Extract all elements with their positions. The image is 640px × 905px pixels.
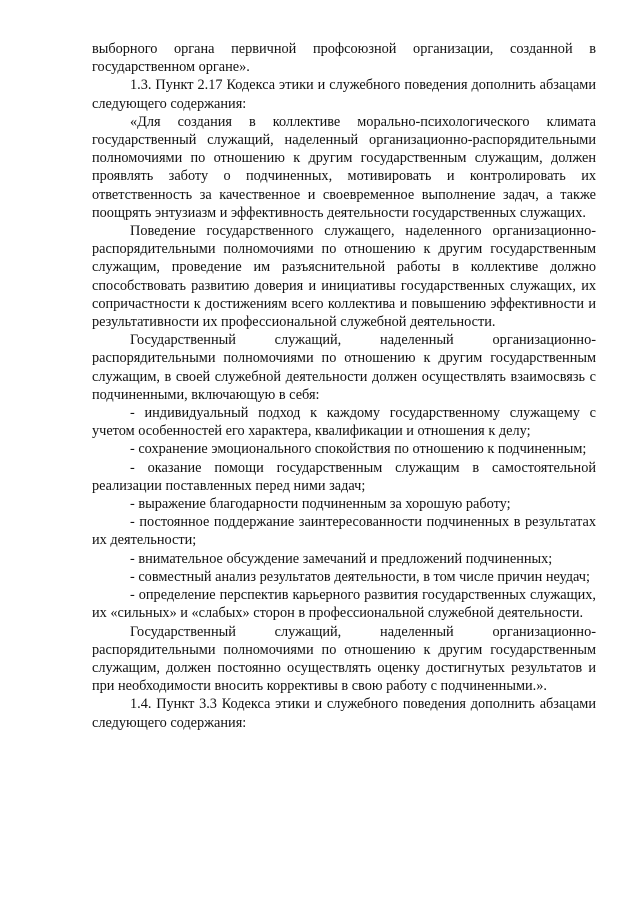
list-item-emotional-calm: - сохранение эмоционального спокойствия по отношению к подчиненным; — [130, 441, 587, 458]
document-page — [92, 40, 596, 732]
paragraph-evaluation: Государственный служащий, наделенный организационно-распорядительными полномочиями по отношению к другим государственным служащим, должен постоянно осуществлять оценку достигнутых результатов и при необходимости вносить коррективы в свою работу с подчиненными.». — [92, 623, 596, 695]
list-item-gratitude: - выражение благодарности подчиненным за хорошую работу; — [130, 496, 511, 513]
paragraph-relationship: Государственный служащий, наделенный организационно-распорядительными полномочиями по отношению к другим государственным служащим, в своей служебной деятельности должен осуществлять взаимосвязь с подчиненными, включающую в себя: — [92, 332, 596, 403]
list-item-interest: - постоянное поддержание заинтересованности подчиненных в результатах их деятельности; — [92, 514, 596, 549]
list-item-career: - определение перспектив карьерного развития государственных служащих, их «сильных» и «слабых» сторон в профессиональной служебной деятельности. — [92, 587, 596, 622]
list-item-discussion: - внимательное обсуждение замечаний и предложений подчиненных; — [130, 550, 553, 567]
list-item-analysis: - совместный анализ результатов деятельности, в том числе причин неудач; — [130, 568, 590, 585]
paragraph-continuation: выборного органа первичной профсоюзной организации, созданной в государственном органе». — [92, 41, 596, 76]
paragraph-behavior: Поведение государственного служащего, наделенного организационно-распорядительными полномочиями по отношению к другим государственным служащим, проведение им разъяснительной работы в коллективе должно способствовать развитию доверия и инициативы государственных служащих, их сопричастности к достижениям всего коллектива и повышению эффективности и результативности их профессиональной служебной деятельности. — [92, 223, 596, 331]
paragraph-quote-start: «Для создания в коллективе морально-психологического климата государственный служащий, наделенный организационно-распорядительными полномочиями по отношению к другим государственным служащим, должен проявлять заботу о подчиненных, мотивировать и контролировать их ответственность за качественное и своевременное выполнение задач, а также поощрять энтузиазм и эффективность деятельности государственных служащих. — [92, 113, 596, 221]
paragraph-item-1-3: 1.3. Пункт 2.17 Кодекса этики и служебного поведения дополнить абзацами следующего содержания: — [92, 77, 596, 112]
list-item-assistance: - оказание помощи государственным служащим в самостоятельной реализации поставленных перед ними задач; — [92, 459, 596, 494]
paragraph-item-1-4: 1.4. Пункт 3.3 Кодекса этики и служебного поведения дополнить абзацами следующего содержания: — [92, 696, 596, 731]
list-item-individual-approach: - индивидуальный подход к каждому государственному служащему с учетом особенностей его характера, квалификации и отношения к делу; — [92, 405, 596, 440]
